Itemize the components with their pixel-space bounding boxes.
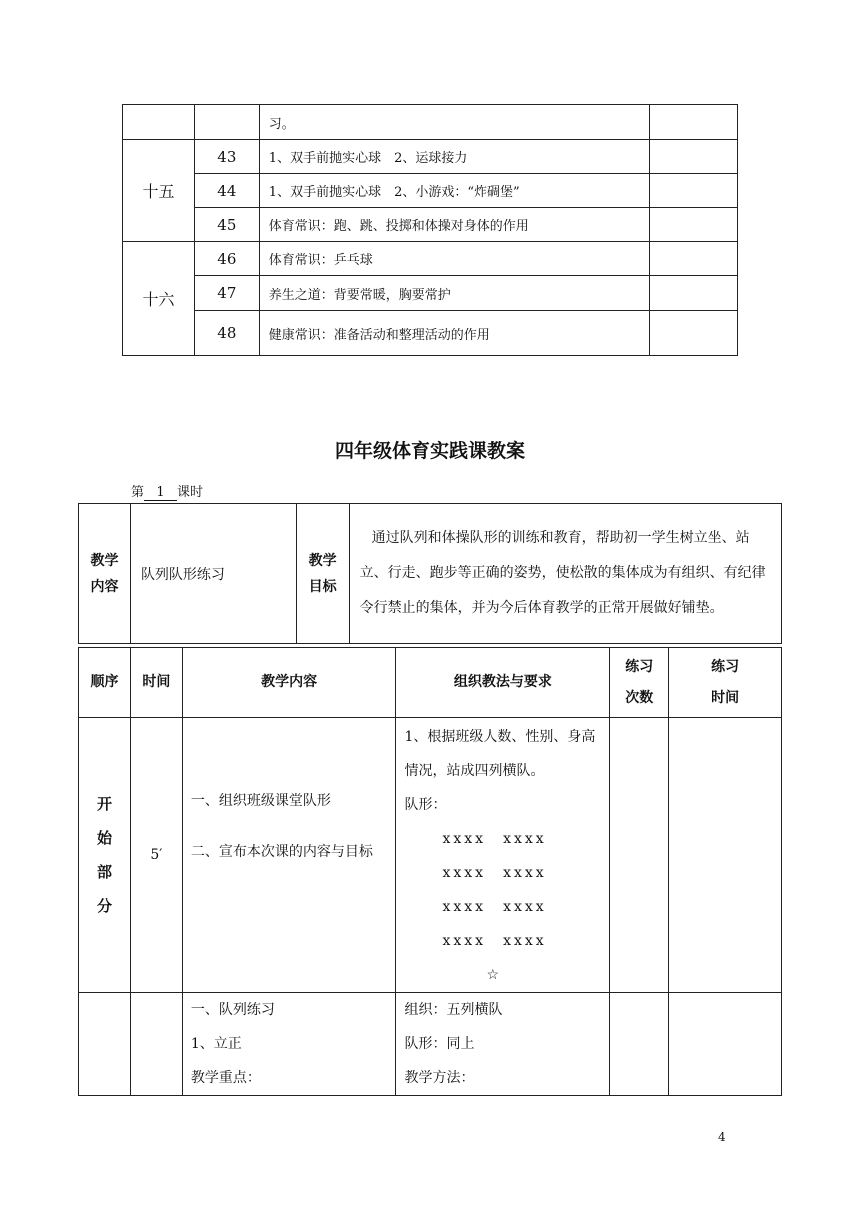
table-row [123,140,738,174]
lesson-number: 47 [194,276,259,311]
header-row [79,648,782,718]
lesson-number: 1 [144,485,177,501]
lesson-text: 1、双手前抛实心球 2、小游戏：“炸碉堡” [259,174,649,208]
lesson-number: 45 [194,208,259,242]
lesson-text: 养生之道：背要常暖，胸要常护 [259,276,649,311]
method-item: 组织：五列横队 [404,1002,503,1018]
section-method [396,718,610,993]
content-item: 一、队列练习 [190,1002,275,1018]
lesson-prefix: 第 [131,485,145,500]
section-method [396,993,610,1096]
table-row [123,174,738,208]
goal-label-line: 教学 [308,552,337,569]
formation-row: xxxx xxxx [442,899,547,915]
content-item: 教学重点： [190,1070,261,1086]
count-cell [610,993,669,1096]
schedule-table [122,104,738,356]
week-label: 十五 [123,140,195,242]
section-label-char: 分 [96,897,112,915]
table-row [123,311,738,356]
content-item: 1、立正 [190,1036,242,1052]
section-label [79,993,131,1096]
table-row [123,242,738,276]
lesson-number: 46 [194,242,259,276]
duration-cell [669,993,782,1096]
formation-row: xxxx xxxx [442,933,547,949]
content-item: 一、组织班级课堂队形 [190,793,331,809]
lesson-suffix: 课时 [177,485,204,500]
content-label-line: 教学 [90,552,119,569]
formation-row: xxxx xxxx [442,831,547,847]
method-item: 1、根据班级人数、性别、身高情况，站成四列横队。 [404,729,596,779]
week-label: 十六 [123,242,195,356]
section-label-char: 部 [96,863,112,881]
lesson-number: 43 [194,140,259,174]
page-title: 四年级体育实践课教案 [334,440,525,462]
header-duration-line: 练习 [711,658,740,675]
formation-label: 队形： [404,797,447,813]
table-row [79,718,782,993]
header-method: 组织教法与要求 [396,648,610,718]
header-duration-line: 时间 [711,689,740,706]
method-item: 教学方法： [404,1070,475,1086]
goal-label-line: 目标 [308,578,337,595]
content-label [79,504,131,644]
section-content [182,718,396,993]
section-label-char: 始 [96,829,112,847]
table-row [79,993,782,1096]
method-item: 队形：同上 [404,1036,475,1052]
remark-cell [650,276,738,311]
remark-cell [650,140,738,174]
lesson-plan-table [78,647,782,1096]
content-item: 二、宣布本次课的内容与目标 [190,844,373,860]
remark-cell [650,208,738,242]
header-count-line: 次数 [625,689,654,706]
table-row [123,208,738,242]
content-value: 队列队形练习 [130,504,296,644]
goal-text: 通过队列和体操队形的训练和教育，帮助初一学生树立坐、站立、行走、跑步等正确的姿势，使松散的集体成为有组织、有纪律令行禁止的集体，并为今后体育教学的正常开展做好铺垫。 [349,504,781,644]
header-duration [669,648,782,718]
goal-label [296,504,349,644]
formation-row: xxxx xxxx [442,865,547,881]
header-order: 顺序 [79,648,131,718]
teacher-star-icon: ☆ [486,967,500,983]
section-time [130,993,182,1096]
section-label [79,718,131,993]
section-time: 5′ [130,718,182,993]
remark-cell [650,311,738,356]
lesson-info-table [78,503,782,644]
page-number: 4 [718,1130,726,1144]
duration-cell [669,718,782,993]
week-cell [123,105,195,140]
remark-cell [650,105,738,140]
header-time: 时间 [130,648,182,718]
lesson-number-line [131,481,203,501]
lesson-text: 体育常识：乒乓球 [259,242,649,276]
section-content [182,993,396,1096]
table-row [79,504,782,644]
remark-cell [650,242,738,276]
lesson-number-cell [194,105,259,140]
lesson-number: 48 [194,311,259,356]
lesson-text: 习。 [259,105,649,140]
table-row [123,105,738,140]
lesson-number: 44 [194,174,259,208]
lesson-text: 体育常识：跑、跳、投掷和体操对身体的作用 [259,208,649,242]
header-count-line: 练习 [625,658,654,675]
lesson-text: 健康常识：准备活动和整理活动的作用 [259,311,649,356]
content-label-line: 内容 [90,578,119,595]
count-cell [610,718,669,993]
remark-cell [650,174,738,208]
header-count [610,648,669,718]
table-row [123,276,738,311]
section-label-char: 开 [96,795,112,813]
lesson-text: 1、双手前抛实心球 2、运球接力 [259,140,649,174]
header-content: 教学内容 [182,648,396,718]
